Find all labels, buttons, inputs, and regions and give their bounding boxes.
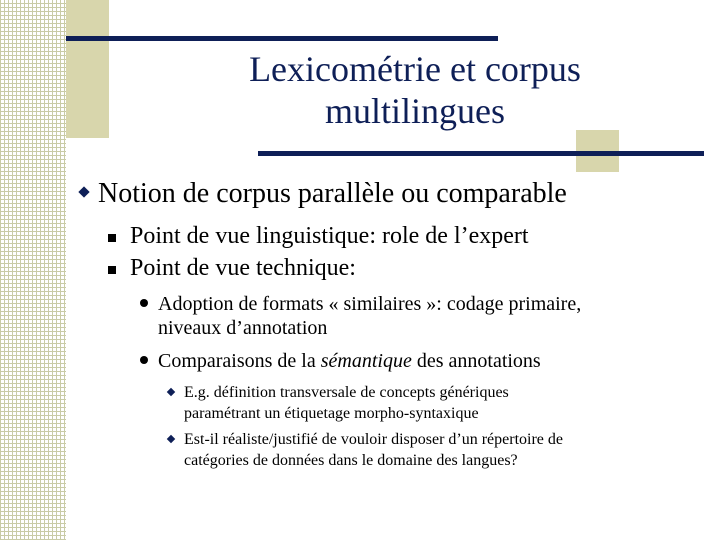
square-bullet-icon [108, 234, 116, 242]
small-diamond-bullet-icon [167, 435, 175, 443]
semantics-text-emphasis: sémantique [320, 350, 412, 372]
square-bullet-icon [108, 266, 116, 274]
bullet-level4-example-line1: E.g. définition transversale de concepts génériques [184, 384, 509, 401]
bullet-level4-question-line1: Est-il réaliste/justifié de vouloir disposer d’un répertoire de [184, 431, 563, 448]
bullet-level1: Notion de corpus parallèle ou comparable [98, 178, 567, 209]
decorative-grid-stripe [0, 0, 66, 540]
circle-bullet-icon [140, 356, 148, 364]
bullet-level2-technical: Point de vue technique: [130, 255, 356, 281]
bullet-level3-semantics [158, 349, 541, 373]
bullet-level2-linguistic: Point de vue linguistique: role de l’expert [130, 223, 529, 249]
circle-bullet-icon [140, 299, 148, 307]
diamond-bullet-icon [78, 186, 89, 197]
title-rule-bottom [258, 151, 704, 156]
small-diamond-bullet-icon [167, 388, 175, 396]
bullet-level3-formats-line1: Adoption de formats « similaires »: codage primaire, [158, 293, 582, 315]
bullet-level4-example-line2: paramétrant un étiquetage morpho-syntaxique [184, 405, 479, 422]
slide-title [160, 48, 670, 132]
decorative-block-top [66, 0, 109, 138]
bullet-level3-formats-line2: niveaux d’annotation [158, 317, 328, 339]
semantics-text-post: des annotations [411, 350, 541, 372]
semantics-text-pre: Comparaisons de la [158, 350, 321, 372]
bullet-level4-question-line2: catégories de données dans le domaine des langues? [184, 452, 518, 469]
slide-title-line-1: Lexicométrie et corpus [249, 49, 581, 89]
slide-title-line-2: multilingues [325, 91, 505, 131]
title-rule-top [66, 36, 498, 41]
